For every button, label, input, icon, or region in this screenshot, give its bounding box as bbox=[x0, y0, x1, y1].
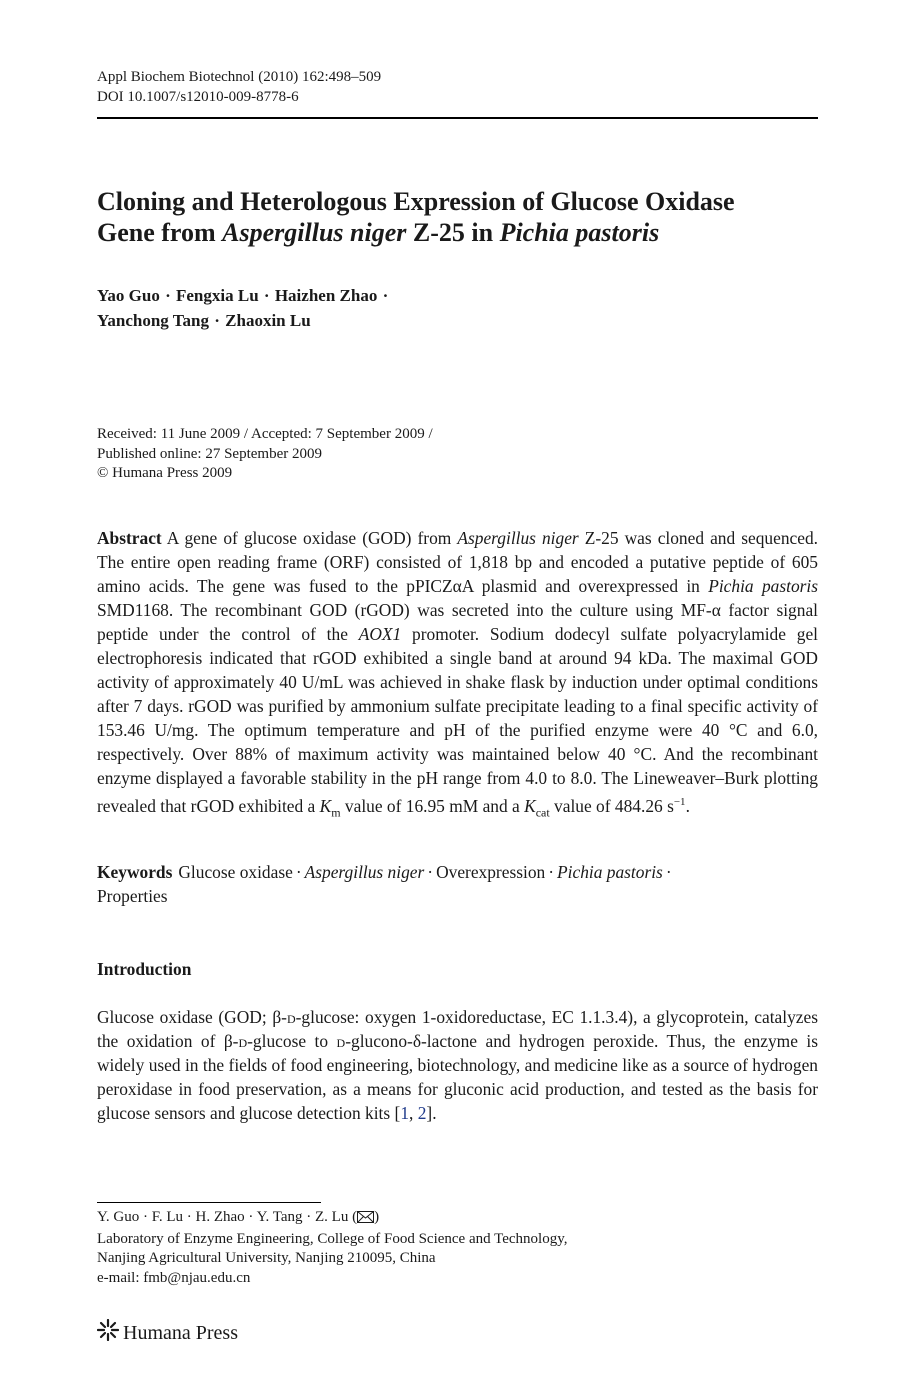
footnote-rule bbox=[97, 1202, 321, 1203]
intro-text: Glucose oxidase (GOD; β- bbox=[97, 1007, 287, 1027]
publication-dates bbox=[97, 425, 433, 484]
small-caps-d: d bbox=[238, 1031, 248, 1051]
title-text: Gene from bbox=[97, 218, 223, 247]
km-subscript: m bbox=[331, 805, 341, 820]
title-line-1: Cloning and Heterologous Expression of Glucose Oxidase bbox=[97, 187, 735, 216]
small-caps-d: d bbox=[286, 1007, 296, 1027]
author-separator: · bbox=[214, 311, 220, 330]
abstract-text: value of 16.95 mM and a bbox=[340, 795, 525, 816]
kcat-subscript: cat bbox=[535, 805, 550, 820]
author-line-2 bbox=[97, 308, 389, 333]
abstract bbox=[97, 526, 818, 824]
doi[interactable]: DOI 10.1007/s12010-009-8778-6 bbox=[97, 89, 299, 105]
keyword[interactable]: Aspergillus niger bbox=[304, 862, 425, 882]
abstract-text: . bbox=[685, 795, 690, 816]
reference-link[interactable]: 2 bbox=[417, 1103, 427, 1123]
author-name[interactable]: Yanchong Tang bbox=[97, 311, 209, 330]
abstract-text: promoter. Sodium dodecyl sulfate polyacrylamide gel electrophoresis indicated that rGOD exhibited a single band at around 94 kDa. The maximal GOD activity of approximately 40 U/mL was achieved in shake flask by induction under optimal conditions after 7 days. rGOD was purified by ammonium sulfate precipitate leading to a final specific activity of 153.46 U/mg. The optimum temperature and pH of the purified enzyme were 40 °C and 6.0, respectively. Over 88% of maximum activity was maintained below 40 °C. And the recombinant enzyme displayed a favorable stability in the pH range from 4.0 to 8.0. The Lineweaver–Burk plotting revealed that rGOD exhibited a bbox=[97, 624, 818, 816]
author-separator: · bbox=[263, 286, 270, 305]
kcat-symbol: K bbox=[524, 795, 536, 816]
unit-superscript: −1 bbox=[673, 796, 686, 808]
intro-text: -glucono-δ-lactone and hydrogen peroxide. Thus, the enzyme is widely used in the fields of food engineering, biotechnology, and medicine like as a source of hydrogen peroxidase in food preservation, as a means for gluconic acid production, and tested as the basis for glucose sensors and glucose detection kits [ bbox=[97, 1031, 818, 1123]
abstract-text: A gene of glucose oxidase (GOD) from bbox=[161, 528, 458, 548]
abstract-text: Z-25 was cloned and sequenced. The entire open reading frame (ORF) consisted of 1,818 bp and encoded a putative peptide of 605 amino acids. The gene was fused to the pPICZαA plasmid and overexpressed in bbox=[97, 528, 819, 596]
publisher-name: Humana Press bbox=[123, 1321, 238, 1344]
keyword-separator: · bbox=[665, 862, 672, 882]
abstract-label: Abstract bbox=[97, 528, 162, 548]
keywords-label: Keywords bbox=[97, 862, 173, 882]
author-separator: · bbox=[165, 286, 171, 305]
introduction-paragraph bbox=[97, 1005, 818, 1125]
affiliation-line-1: Laboratory of Enzyme Engineering, College of Food Science and Technology, bbox=[97, 1230, 568, 1247]
keywords bbox=[97, 860, 818, 908]
journal-citation: Appl Biochem Biotechnol (2010) 162:498–509 bbox=[97, 69, 382, 85]
title-host: Pichia pastoris bbox=[499, 218, 660, 247]
received-accepted: Received: 11 June 2009 / Accepted: 7 September 2009 / bbox=[97, 426, 433, 442]
affiliation-line-2: Nanjing Agricultural University, Nanjing 210095, China bbox=[97, 1250, 436, 1266]
keyword-separator: · bbox=[427, 862, 434, 882]
keyword-separator: · bbox=[295, 862, 302, 882]
title-line-2 bbox=[97, 217, 818, 248]
contact-email[interactable]: e-mail: fmb@njau.edu.cn bbox=[97, 1269, 251, 1286]
published-online: Published online: 27 September 2009 bbox=[97, 445, 322, 462]
abstract-species: Aspergillus niger bbox=[457, 528, 579, 548]
author-name[interactable]: Yao Guo bbox=[97, 286, 160, 305]
title-text: Z-25 in bbox=[406, 218, 500, 247]
footnote-authors bbox=[97, 1208, 567, 1230]
intro-text: ]. bbox=[426, 1103, 437, 1123]
keyword[interactable]: Overexpression bbox=[436, 862, 546, 882]
intro-text: -glucose to bbox=[247, 1031, 337, 1051]
small-caps-d: d bbox=[336, 1031, 346, 1051]
author-footnote bbox=[97, 1208, 567, 1288]
abstract-host: Pichia pastoris bbox=[708, 576, 819, 596]
humana-star-icon bbox=[97, 1319, 123, 1347]
author-line-1 bbox=[97, 283, 389, 308]
author-name[interactable]: Fengxia Lu bbox=[176, 286, 259, 305]
footnote-text: ) bbox=[374, 1209, 380, 1225]
keyword[interactable]: Properties bbox=[97, 886, 168, 906]
envelope-icon[interactable] bbox=[357, 1210, 374, 1230]
keyword[interactable]: Pichia pastoris bbox=[557, 862, 663, 882]
footnote-author-list: Y. Guo · F. Lu · H. Zhao · Y. Tang · Z. Lu ( bbox=[97, 1209, 358, 1225]
author-separator: · bbox=[382, 286, 389, 305]
intro-text: , bbox=[409, 1103, 418, 1123]
abstract-text: value of 484.26 s bbox=[549, 795, 674, 816]
intro-text: -glucose: oxygen 1-oxidoreductase, EC 1.1.3.4), a glycoprotein, catalyzes the oxidation of β- bbox=[97, 1007, 818, 1051]
abstract-promoter: AOX1 bbox=[358, 624, 402, 644]
km-symbol: K bbox=[319, 795, 332, 816]
keyword[interactable]: Glucose oxidase bbox=[178, 862, 293, 882]
journal-header bbox=[97, 67, 381, 107]
header-rule bbox=[97, 117, 818, 119]
abstract-text: SMD1168. The recombinant GOD (rGOD) was secreted into the culture using MF-α factor signal peptide under the control of the bbox=[97, 600, 818, 644]
article-title bbox=[97, 186, 818, 248]
author-name[interactable]: Zhaoxin Lu bbox=[225, 311, 311, 330]
section-heading-introduction: Introduction bbox=[97, 959, 192, 979]
copyright: © Humana Press 2009 bbox=[97, 465, 233, 481]
keyword-separator: · bbox=[548, 862, 555, 882]
author-name[interactable]: Haizhen Zhao bbox=[274, 286, 378, 305]
publisher-logo bbox=[97, 1319, 238, 1347]
title-species: Aspergillus niger bbox=[222, 218, 407, 247]
author-list bbox=[97, 283, 389, 333]
reference-link[interactable]: 1 bbox=[400, 1103, 410, 1123]
